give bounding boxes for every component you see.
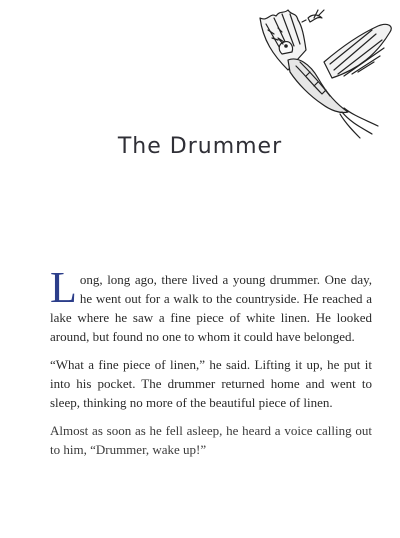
story-body: [50, 263, 372, 468]
drop-cap-letter: L: [50, 263, 77, 312]
paragraph-1: [50, 263, 372, 346]
flying-bird-illustration: [248, 0, 398, 140]
paragraph-3: Almost as soon as he fell asleep, he heard a voice calling out to him, “Drummer, wake up!”: [50, 423, 372, 457]
paragraph-1-text: ong, long ago, there lived a young drummer. One day, he went out for a walk to the countryside. He reached a lake where he saw a fine piece of white linen. He looked around, but found no one to whom it could have belonged.: [50, 272, 372, 344]
paragraph-2: “What a fine piece of linen,” he said. Lifting it up, he put it into his pocket. The drummer returned home and went to sleep, thinking no more of the beautiful piece of linen.: [50, 357, 372, 410]
story-title: The Drummer: [117, 134, 283, 159]
